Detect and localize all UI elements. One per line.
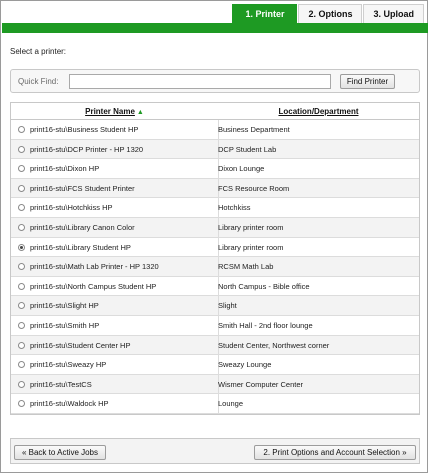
table-row[interactable] xyxy=(11,394,419,414)
tab-options[interactable]: 2. Options xyxy=(298,4,362,24)
tab-upload[interactable]: 3. Upload xyxy=(363,4,424,24)
table-row[interactable] xyxy=(11,159,419,179)
print-options-button[interactable]: 2. Print Options and Account Selection » xyxy=(254,445,416,460)
location-cell: Business Department xyxy=(218,125,290,134)
table-row[interactable] xyxy=(11,336,419,356)
footer-bar xyxy=(10,438,420,464)
printer-name-cell: print16-stu\Hotchkiss HP xyxy=(30,203,113,213)
table-row[interactable] xyxy=(11,296,419,316)
printer-radio[interactable] xyxy=(18,244,25,251)
location-cell: DCP Student Lab xyxy=(218,144,277,154)
printer-radio[interactable] xyxy=(18,302,25,309)
table-row[interactable] xyxy=(11,120,419,140)
printer-name-cell: print16-stu\Library Student HP xyxy=(30,242,131,252)
location-cell: Student Center, Northwest corner xyxy=(218,340,330,350)
table-row[interactable] xyxy=(11,277,419,297)
back-to-active-jobs-button[interactable]: « Back to Active Jobs xyxy=(14,445,106,460)
printer-radio[interactable] xyxy=(18,381,25,388)
printer-name-cell: print16-stu\TestCS xyxy=(30,379,92,389)
location-cell: Sweazy Lounge xyxy=(218,360,272,370)
quick-find-input[interactable] xyxy=(69,74,331,89)
printer-name-cell: print16-stu\North Campus Student HP xyxy=(30,281,157,291)
table-row[interactable] xyxy=(11,316,419,336)
printer-radio[interactable] xyxy=(18,185,25,192)
table-header xyxy=(11,103,419,120)
printer-radio[interactable] xyxy=(18,322,25,329)
printer-name-cell: print16-stu\Waldock HP xyxy=(30,399,109,409)
printer-radio[interactable] xyxy=(18,283,25,290)
location-cell: Slight xyxy=(218,301,237,311)
location-cell: Wismer Computer Center xyxy=(218,379,304,389)
printer-name-cell: print16-stu\Dixon HP xyxy=(30,164,100,174)
printer-radio[interactable] xyxy=(18,146,25,153)
column-header-printer-name[interactable] xyxy=(11,107,218,116)
table-row[interactable] xyxy=(11,238,419,258)
header-bar xyxy=(2,23,428,33)
table-row[interactable] xyxy=(11,257,419,277)
location-cell: North Campus - Bible office xyxy=(218,281,310,291)
location-cell: Library printer room xyxy=(218,223,284,232)
printer-radio[interactable] xyxy=(18,342,25,349)
printer-radio[interactable] xyxy=(18,361,25,368)
printer-name-cell: print16-stu\Sweazy HP xyxy=(30,360,107,370)
printer-radio[interactable] xyxy=(18,400,25,407)
printer-name-cell: print16-stu\Library Canon Color xyxy=(30,223,135,232)
location-cell: Smith Hall - 2nd floor lounge xyxy=(218,321,313,330)
printer-table xyxy=(10,102,420,415)
printer-name-cell: print16-stu\Smith HP xyxy=(30,321,100,330)
location-cell: Dixon Lounge xyxy=(218,164,265,174)
location-cell: FCS Resource Room xyxy=(218,183,290,193)
printer-name-cell: print16-stu\FCS Student Printer xyxy=(30,183,135,193)
printer-name-cell: print16-stu\Business Student HP xyxy=(30,125,139,134)
table-row[interactable] xyxy=(11,179,419,199)
printer-radio[interactable] xyxy=(18,126,25,133)
column-header-location[interactable]: Location/Department xyxy=(278,107,359,116)
column-header-printer-name-label: Printer Name xyxy=(85,107,135,116)
printer-name-cell: print16-stu\Math Lab Printer - HP 1320 xyxy=(30,262,159,272)
select-printer-label: Select a printer: xyxy=(10,47,67,56)
printer-name-cell: print16-stu\Student Center HP xyxy=(30,340,131,350)
table-row[interactable] xyxy=(11,355,419,375)
sort-ascending-icon: ▲ xyxy=(136,109,144,116)
table-row[interactable] xyxy=(11,140,419,160)
table-row[interactable] xyxy=(11,375,419,395)
printer-name-cell: print16-stu\DCP Printer - HP 1320 xyxy=(30,144,144,154)
table-row[interactable] xyxy=(11,218,419,238)
location-cell: Lounge xyxy=(218,399,244,409)
table-row[interactable] xyxy=(11,198,419,218)
printer-radio[interactable] xyxy=(18,165,25,172)
printer-name-cell: print16-stu\Slight HP xyxy=(30,301,99,311)
tab-printer[interactable]: 1. Printer xyxy=(232,4,297,24)
location-cell: Hotchkiss xyxy=(218,203,251,213)
find-printer-button[interactable]: Find Printer xyxy=(340,74,395,89)
location-cell: Library printer room xyxy=(218,242,284,252)
quick-find-label: Quick Find: xyxy=(18,77,59,86)
wizard-tabs xyxy=(231,4,424,24)
location-cell: RCSM Math Lab xyxy=(218,262,274,272)
printer-radio[interactable] xyxy=(18,263,25,270)
printer-radio[interactable] xyxy=(18,224,25,231)
printer-radio[interactable] xyxy=(18,204,25,211)
quick-find-panel xyxy=(10,69,420,93)
